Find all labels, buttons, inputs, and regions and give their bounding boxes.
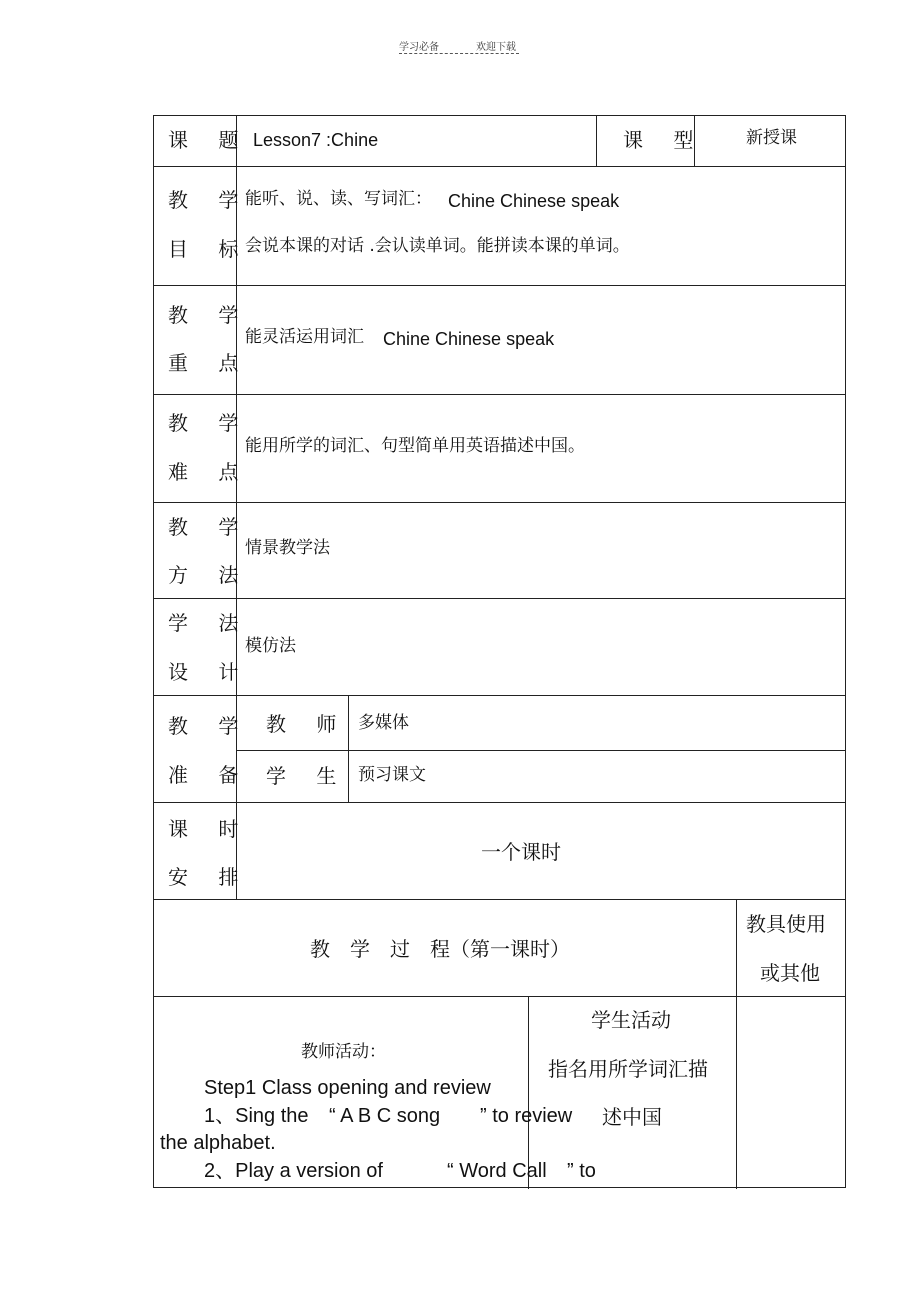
header-right-text: 欢迎下载 — [476, 42, 516, 53]
lesson-plan-table — [153, 115, 846, 1188]
sing-line-part3: ” to review — [480, 1105, 573, 1127]
step1-heading: Step1 Class opening and review — [204, 1077, 491, 1099]
row-divider — [154, 695, 845, 696]
method-label-1: 教 学 — [168, 515, 251, 539]
sing-line-part1: 1、Sing the — [204, 1105, 309, 1127]
key-points-text-cn: 能灵活运用词汇 — [245, 327, 364, 347]
objectives-label-1: 教 学 — [168, 188, 251, 212]
objectives-line1-en: Chine Chinese speak — [448, 191, 620, 211]
key-points-label-1: 教 学 — [168, 303, 251, 327]
objectives-line2: 会说本课的对话 .会认读单词。能拼读本课的单词。 — [245, 236, 630, 256]
study-method-label-1: 学 法 — [168, 611, 251, 635]
teacher-label: 教 师 — [266, 712, 349, 736]
study-method-label-2: 设 计 — [168, 660, 251, 684]
alphabet-line: the alphabet. — [160, 1132, 276, 1154]
row-divider — [154, 802, 845, 803]
play-line-part3: ” to — [567, 1160, 596, 1182]
schedule-value: 一个课时 — [481, 840, 561, 864]
tools-label-1: 教具使用 — [746, 912, 826, 936]
column-divider — [736, 899, 737, 1189]
difficulties-text: 能用所学的词汇、句型简单用英语描述中国。 — [245, 436, 585, 456]
header-left-text: 学习必备 — [399, 42, 439, 53]
difficulties-label-1: 教 学 — [168, 411, 251, 435]
row-divider — [154, 166, 845, 167]
objectives-label-2: 目 标 — [168, 237, 251, 261]
preparation-label-2: 准 备 — [168, 763, 251, 787]
student-activity-line2: 述中国 — [602, 1105, 662, 1129]
difficulties-label-2: 难 点 — [168, 460, 251, 484]
student-activity-line1: 指名用所学词汇描 — [548, 1057, 708, 1081]
key-points-text-en: Chine Chinese speak — [383, 329, 555, 349]
row-divider — [154, 899, 845, 900]
row-divider — [154, 394, 845, 395]
study-method-text: 模仿法 — [245, 636, 296, 656]
method-label-2: 方 法 — [168, 563, 251, 587]
key-points-label-2: 重 点 — [168, 351, 251, 375]
objectives-line1-cn: 能听、说、读、写词汇： — [245, 189, 432, 209]
preparation-label-1: 教 学 — [168, 714, 251, 738]
row-divider — [154, 502, 845, 503]
column-divider — [596, 116, 597, 166]
student-value: 预习课文 — [358, 765, 426, 785]
sing-line-part2: “ A B C song — [329, 1105, 441, 1127]
row-divider — [154, 598, 845, 599]
lesson-title: Lesson7 :Chine — [253, 130, 379, 150]
play-line-part1: 2、Play a version of — [204, 1160, 383, 1182]
header-dashed-rule — [399, 53, 519, 54]
row-divider — [154, 996, 845, 997]
teacher-activity-title: 教师活动： — [301, 1042, 386, 1062]
play-line-part2: “ Word Call — [447, 1160, 547, 1182]
page-header — [0, 38, 920, 58]
student-activity-title: 学生活动 — [591, 1008, 671, 1032]
teacher-value: 多媒体 — [358, 713, 409, 733]
lesson-type-value: 新授课 — [746, 128, 797, 148]
tools-label-2: 或其他 — [760, 961, 820, 985]
title-label: 课 题 — [168, 128, 251, 152]
process-title: 教 学 过 程（第一课时） — [310, 937, 570, 961]
student-label: 学 生 — [266, 764, 349, 788]
row-divider — [154, 285, 845, 286]
row-divider — [236, 750, 845, 751]
schedule-label-1: 课 时 — [168, 817, 251, 841]
lesson-type-label: 课 型 — [623, 128, 706, 152]
schedule-label-2: 安 排 — [168, 865, 251, 889]
method-text: 情景教学法 — [245, 538, 330, 558]
